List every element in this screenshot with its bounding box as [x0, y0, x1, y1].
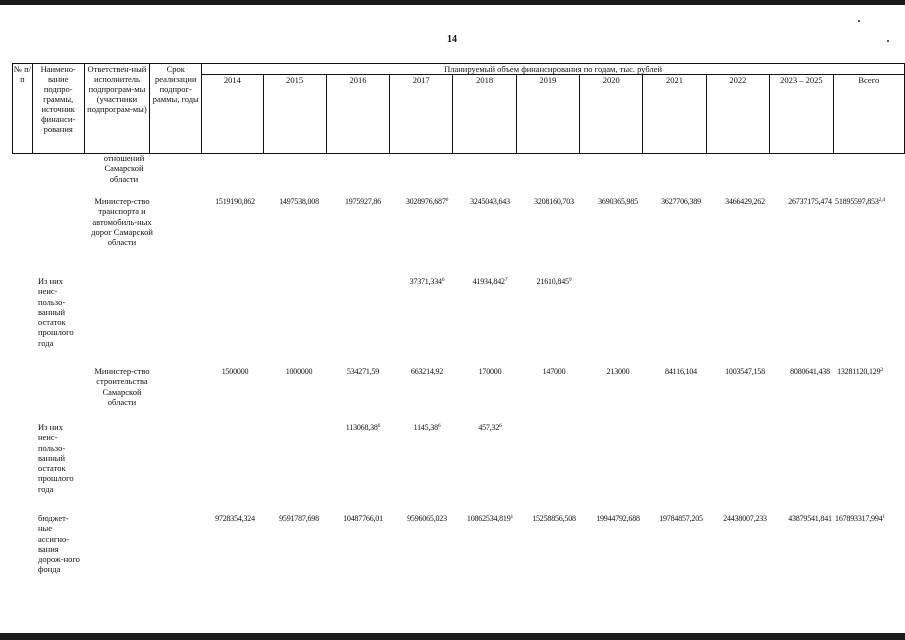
table-cell: 15258856,508	[532, 514, 576, 523]
table-cell: 534271,59	[346, 367, 380, 376]
footnote-mark: 2	[880, 367, 883, 373]
footnote-mark: 6	[441, 277, 445, 283]
table-cell: 3245043,643	[470, 197, 510, 206]
header-year: 2018	[453, 75, 516, 154]
cell-value: 10862534,819	[466, 514, 511, 523]
table-cell: 19944792,688	[596, 514, 640, 523]
footnote-mark: 6	[445, 197, 449, 203]
header-year: 2017	[390, 75, 453, 154]
table-cell	[826, 514, 894, 524]
table-cell: 1519190,862	[215, 197, 255, 206]
table-cell: 43879541,841	[788, 514, 832, 523]
table-cell: 3208160,703	[534, 197, 574, 206]
table-cell: 8080641,438	[790, 367, 830, 376]
footnote-mark: 1	[882, 514, 885, 520]
table-cell: 1003547,158	[725, 367, 765, 376]
header-responsible: Ответствен-ный исполнитель подпрограм-мы (участники подпрограм-мы)	[84, 64, 150, 154]
header-year: 2020	[580, 75, 643, 154]
road-fund-label: бюджет-ные ассигно-вания дорож-ного фонда	[38, 513, 80, 575]
footnote-mark: 6	[499, 423, 502, 429]
footnote-mark: 9	[568, 277, 572, 283]
header-year-total: Всего	[833, 75, 904, 154]
speck	[858, 20, 860, 22]
footnote-mark: 6	[437, 423, 441, 429]
table-cell: 1500000	[221, 367, 249, 376]
table-cell	[826, 367, 894, 377]
table-cell: 26737175,474	[788, 197, 832, 206]
table-cell	[826, 197, 894, 207]
header-year: 2016	[326, 75, 389, 154]
cell-value: 41934,842	[472, 277, 505, 286]
table-header	[12, 63, 905, 154]
unused-balance-label: Из них неис-пользо-ванный остаток прошлого года	[38, 276, 74, 348]
header-year: 2022	[706, 75, 769, 154]
table-cell: 9591787,698	[279, 514, 319, 523]
table-cell: 3627706,389	[661, 197, 701, 206]
table-cell	[393, 197, 461, 207]
footnote-mark: 1	[510, 514, 514, 520]
table-cell: 3690365,985	[598, 197, 638, 206]
speck	[887, 40, 889, 42]
cell-value: 13281120,129	[837, 367, 881, 376]
header-term: Срок реализации подпрог-раммы, годы	[150, 64, 202, 154]
table-cell: 19784857,205	[659, 514, 703, 523]
header-year: 2015	[263, 75, 326, 154]
table-cell: 9728354,324	[215, 514, 255, 523]
table-cell	[520, 277, 588, 287]
cell-value: 3028976,687	[405, 197, 446, 206]
table-cell: 84116,104	[665, 367, 697, 376]
table-cell	[393, 277, 461, 287]
table-cell	[456, 277, 524, 287]
header-year: 2021	[643, 75, 706, 154]
table-cell: 213000	[606, 367, 630, 376]
top-border	[0, 0, 905, 5]
ministry-construction-label: Министер-ство строительства Самарской области	[94, 366, 150, 407]
table-cell: 10487766,01	[343, 514, 383, 523]
table-cell: 9596065,023	[407, 514, 447, 523]
table-cell	[456, 514, 524, 524]
table-cell: 663214,92	[410, 367, 444, 376]
unused-balance-label: Из них неис-пользо-ванный остаток прошлого года	[38, 422, 74, 494]
page-number: 14	[447, 34, 457, 45]
header-no: № п/п	[13, 64, 33, 154]
table-cell	[329, 423, 397, 433]
continued-text: отношений Самарской области	[103, 153, 145, 184]
header-plan: Планируемый объем финансирования по годам, тыс. рублей	[202, 64, 905, 75]
cell-value: 113068,38	[345, 423, 378, 432]
table-cell: 3466429,262	[725, 197, 765, 206]
ministry-transport-label: Министер-ство транспорта и автомобиль-ных дорог Самарской области	[91, 196, 153, 248]
table-cell: 147000	[542, 367, 566, 376]
table-cell: 24438007,233	[723, 514, 767, 523]
cell-value: 167893317,994	[835, 514, 883, 523]
table-cell: 1497538,008	[279, 197, 319, 206]
header-year: 2014	[202, 75, 263, 154]
table-cell	[393, 423, 461, 433]
cell-value: 51895597,853	[835, 197, 879, 206]
header-year: 2023 – 2025	[770, 75, 834, 154]
table-cell: 170000	[478, 367, 502, 376]
footnote-mark: 2,4	[878, 197, 885, 203]
header-year: 2019	[516, 75, 579, 154]
cell-value: 21610,845	[536, 277, 569, 286]
bottom-border	[0, 633, 905, 640]
table-cell	[456, 423, 524, 433]
table-cell: 1975927,86	[344, 197, 381, 206]
header-name: Наимено-вание подпро-граммы, источник финанси-рования	[32, 64, 84, 154]
cell-value: 457,32	[478, 423, 500, 432]
footnote-mark: 6	[377, 423, 381, 429]
footnote-mark: 7	[504, 277, 508, 283]
table-cell: 1000000	[285, 367, 313, 376]
cell-value: 37371,334	[409, 277, 442, 286]
cell-value: 1145,38	[413, 423, 438, 432]
